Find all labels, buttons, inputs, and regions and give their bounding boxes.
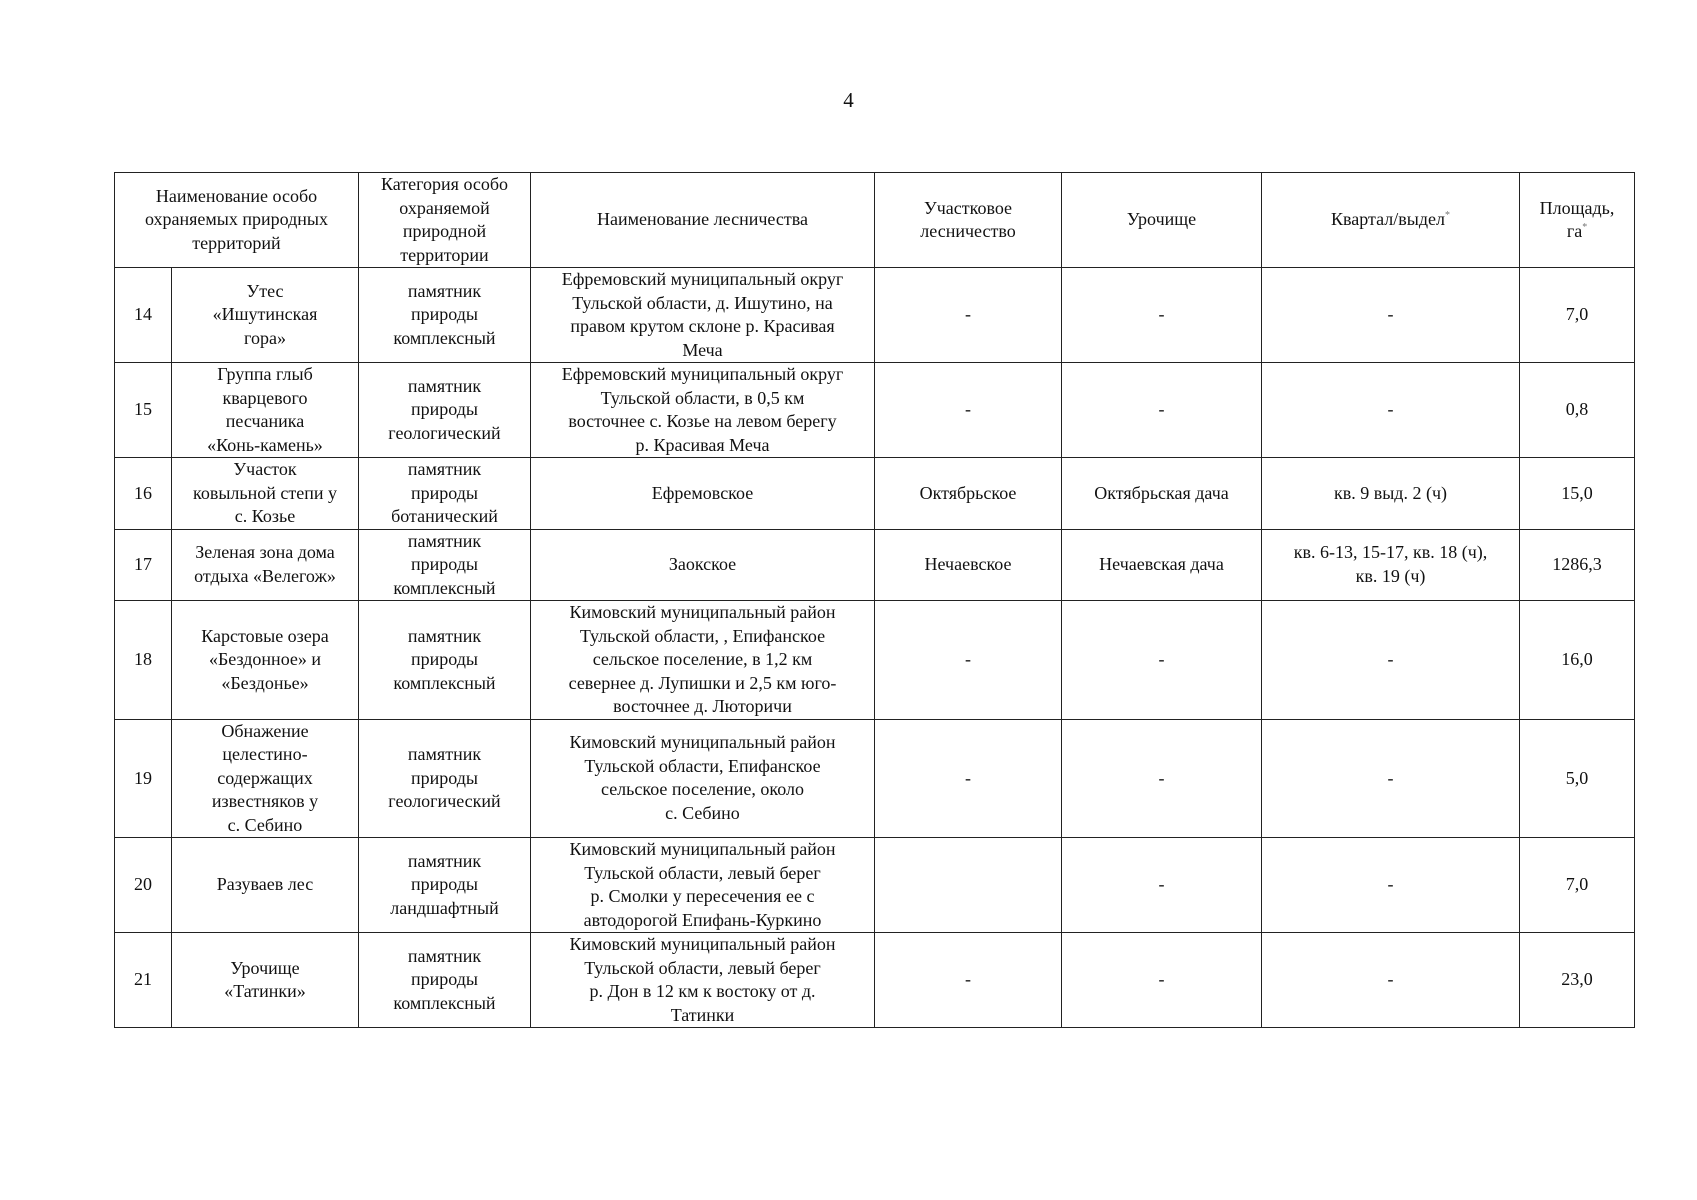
cell-quarter: - xyxy=(1262,838,1520,933)
cell-category: памятник природы комплексный xyxy=(359,268,531,363)
table-row xyxy=(115,268,1635,363)
table-row xyxy=(115,933,1635,1028)
cell-quarter: - xyxy=(1262,363,1520,458)
cell-district-forestry: Октябрьское xyxy=(875,458,1062,530)
cell-district-forestry: - xyxy=(875,363,1062,458)
header-area-label: Площадь, га xyxy=(1539,197,1615,241)
cell-tract: Октябрьская дача xyxy=(1062,458,1262,530)
cell-area: 15,0 xyxy=(1520,458,1635,530)
cell-tract: Нечаевская дача xyxy=(1062,529,1262,601)
cell-quarter: - xyxy=(1262,719,1520,838)
cell-number: 16 xyxy=(115,458,172,530)
cell-district-forestry: - xyxy=(875,719,1062,838)
header-quarter xyxy=(1262,173,1520,268)
table-row xyxy=(115,838,1635,933)
cell-name: Разуваев лес xyxy=(172,838,359,933)
cell-number: 21 xyxy=(115,933,172,1028)
cell-quarter: - xyxy=(1262,601,1520,720)
cell-area: 7,0 xyxy=(1520,268,1635,363)
cell-quarter: кв. 6-13, 15-17, кв. 18 (ч), кв. 19 (ч) xyxy=(1262,529,1520,601)
cell-district-forestry: - xyxy=(875,268,1062,363)
cell-tract: - xyxy=(1062,933,1262,1028)
cell-tract: - xyxy=(1062,601,1262,720)
cell-area: 5,0 xyxy=(1520,719,1635,838)
cell-area: 16,0 xyxy=(1520,601,1635,720)
cell-district-forestry xyxy=(875,838,1062,933)
table-header-row xyxy=(115,173,1635,268)
cell-category: памятник природы комплексный xyxy=(359,601,531,720)
cell-forestry: Кимовский муниципальный район Тульской области, левый берег р. Дон в 12 км к востоку от д. Татинки xyxy=(531,933,875,1028)
cell-tract: - xyxy=(1062,268,1262,363)
cell-category: памятник природы ботанический xyxy=(359,458,531,530)
cell-forestry: Кимовский муниципальный район Тульской области, Епифанское сельское поселение, около с. Себино xyxy=(531,719,875,838)
cell-area: 23,0 xyxy=(1520,933,1635,1028)
cell-name: Карстовые озера «Бездонное» и «Бездонье» xyxy=(172,601,359,720)
cell-forestry: Ефремовский муниципальный округ Тульской области, д. Ишутино, на правом крутом склоне р. Красивая Меча xyxy=(531,268,875,363)
cell-number: 15 xyxy=(115,363,172,458)
cell-district-forestry: - xyxy=(875,933,1062,1028)
cell-quarter: - xyxy=(1262,933,1520,1028)
header-area-footnote-mark: * xyxy=(1582,222,1588,233)
cell-quarter: - xyxy=(1262,268,1520,363)
cell-category: памятник природы геологический xyxy=(359,719,531,838)
cell-name: Обнажение целестино- содержащих известняков у с. Себино xyxy=(172,719,359,838)
cell-district-forestry: - xyxy=(875,601,1062,720)
cell-area: 0,8 xyxy=(1520,363,1635,458)
cell-category: памятник природы комплексный xyxy=(359,529,531,601)
cell-tract: - xyxy=(1062,838,1262,933)
cell-name: Зеленая зона дома отдыха «Велегож» xyxy=(172,529,359,601)
cell-category: памятник природы комплексный xyxy=(359,933,531,1028)
cell-forestry: Ефремовский муниципальный округ Тульской области, в 0,5 км восточнее с. Козье на левом берегу р. Красивая Меча xyxy=(531,363,875,458)
table-row xyxy=(115,363,1635,458)
page-number: 4 xyxy=(843,88,854,112)
cell-forestry: Кимовский муниципальный район Тульской области, левый берег р. Смолки у пересечения ее с автодорогой Епифань-Куркино xyxy=(531,838,875,933)
cell-name: Урочище «Татинки» xyxy=(172,933,359,1028)
table-row xyxy=(115,719,1635,838)
header-category: Категория особо охраняемой природной территории xyxy=(359,173,531,268)
cell-name: Участок ковыльной степи у с. Козье xyxy=(172,458,359,530)
cell-forestry: Кимовский муниципальный район Тульской области, , Епифанское сельское поселение, в 1,2 км севернее д. Лупишки и 2,5 км юго- восточнее д. Люторичи xyxy=(531,601,875,720)
header-district-forestry: Участковое лесничество xyxy=(875,173,1062,268)
header-area xyxy=(1520,173,1635,268)
header-tract: Урочище xyxy=(1062,173,1262,268)
header-quarter-footnote-mark: * xyxy=(1444,210,1450,222)
header-forestry: Наименование лесничества xyxy=(531,173,875,268)
cell-number: 20 xyxy=(115,838,172,933)
cell-name: Группа глыб кварцевого песчаника «Конь-камень» xyxy=(172,363,359,458)
cell-tract: - xyxy=(1062,363,1262,458)
cell-number: 17 xyxy=(115,529,172,601)
table-row xyxy=(115,458,1635,530)
table-row xyxy=(115,529,1635,601)
cell-tract: - xyxy=(1062,719,1262,838)
table-row xyxy=(115,601,1635,720)
cell-area: 1286,3 xyxy=(1520,529,1635,601)
cell-forestry: Заокское xyxy=(531,529,875,601)
cell-district-forestry: Нечаевское xyxy=(875,529,1062,601)
cell-number: 14 xyxy=(115,268,172,363)
cell-number: 18 xyxy=(115,601,172,720)
protected-areas-table xyxy=(114,172,1635,1028)
cell-area: 7,0 xyxy=(1520,838,1635,933)
header-name: Наименование особо охраняемых природных территорий xyxy=(115,173,359,268)
header-quarter-label: Квартал/выдел xyxy=(1331,209,1445,230)
cell-quarter: кв. 9 выд. 2 (ч) xyxy=(1262,458,1520,530)
cell-category: памятник природы геологический xyxy=(359,363,531,458)
cell-category: памятник природы ландшафтный xyxy=(359,838,531,933)
cell-name: Утес «Ишутинская гора» xyxy=(172,268,359,363)
cell-number: 19 xyxy=(115,719,172,838)
cell-forestry: Ефремовское xyxy=(531,458,875,530)
